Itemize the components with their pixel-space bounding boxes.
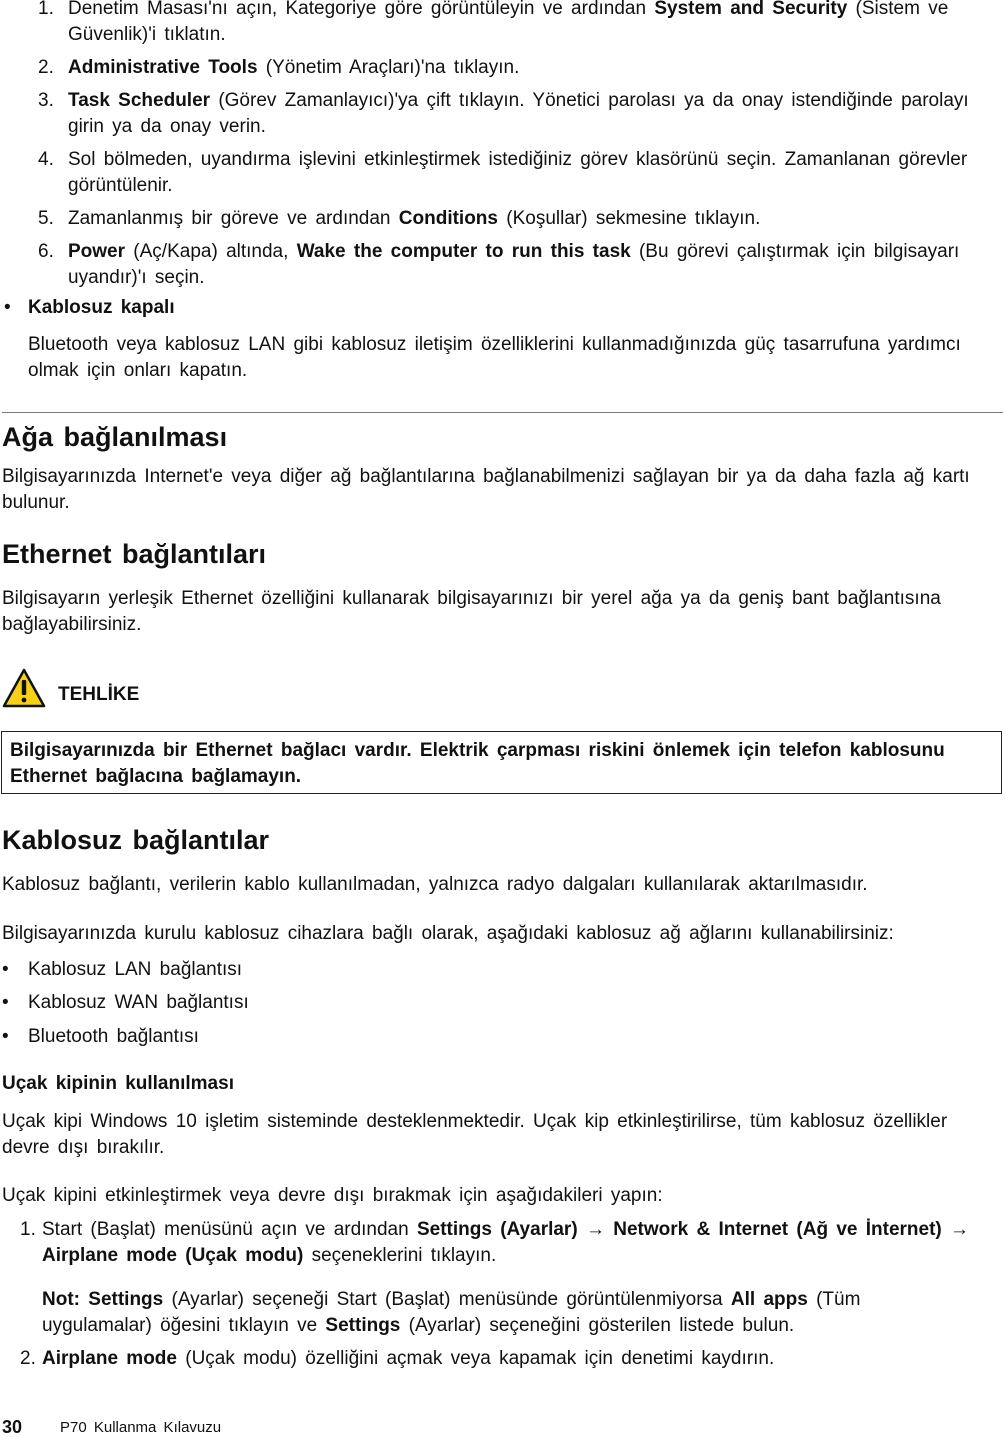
wake-step-1: 1. Denetim Masası'nı açın, Kategoriye göre görüntüleyin ve ardından System and Security (Sistem ve Güvenlik)'i tıklatın. — [38, 0, 949, 45]
danger-label: TEHLİKE — [58, 684, 140, 705]
airplane-text-1: Uçak kipi Windows 10 işletim sisteminde desteklenmektedir. Uçak kip etkinleştirilirse, tüm kablosuz özellikler devre dışı bırakılır. — [2, 1111, 948, 1158]
page-footer — [2, 1417, 222, 1438]
ethernet-heading: Ethernet bağlantıları — [2, 539, 267, 569]
wireless-off-title: Kablosuz kapalı — [28, 297, 175, 318]
airplane-step-1: 1. Start (Başlat) menüsünü açın ve ardından Settings (Ayarlar) → Network & Internet (Ağ ve İnternet) → Airplane mode (Uçak modu) seçeneklerini tıklayın. — [20, 1219, 970, 1266]
page-number: 30 — [2, 1417, 23, 1437]
wake-step-5: 5. Zamanlanmış bir göreve ve ardından Conditions (Koşullar) sekmesine tıklayın. — [38, 208, 761, 229]
wake-step-2: 2. Administrative Tools (Yönetim Araçları)'na tıklayın. — [38, 57, 520, 78]
danger-box — [1, 731, 1002, 794]
wireless-off-text: Bluetooth veya kablosuz LAN gibi kablosuz iletişim özelliklerini kullanmadığınızda güç tasarrufuna yardımcı olmak için onları kapatın. — [28, 334, 961, 381]
wake-step-3: 3. Task Scheduler (Görev Zamanlayıcı)'ya çift tıklayın. Yönetici parolası ya da onay istendiğinde parolayı girin ya da onay verin. — [38, 90, 969, 137]
airplane-note: Not: Settings (Ayarlar) seçeneği Start (Başlat) menüsünde görüntülenmiyorsa All apps (Tüm uygulamalar) öğesini tıklayın ve Settings (Ayarlar) seçeneğini gösterilen listede bulun. — [42, 1289, 861, 1336]
network-heading: Ağa bağlanılması — [2, 422, 228, 452]
arrow-right-icon: → — [585, 1219, 605, 1240]
wireless-heading: Kablosuz bağlantılar — [2, 825, 270, 855]
wireless-text-1: Kablosuz bağlantı, verilerin kablo kullanılmadan, yalnızca radyo dalgaları kullanılarak aktarılmasıdır. — [2, 874, 868, 895]
danger-text: Bilgisayarınızda bir Ethernet bağlacı vardır. Elektrik çarpması riskini önlemek için telefon kablosunu Ethernet bağlacına bağlamayın. — [10, 740, 945, 787]
section-divider — [2, 412, 1003, 413]
airplane-text-2: Uçak kipini etkinleştirmek veya devre dışı bırakmak için aşağıdakileri yapın: — [2, 1185, 663, 1206]
wireless-off-bullet: • Kablosuz kapalı — [0, 295, 990, 321]
ethernet-text: Bilgisayarın yerleşik Ethernet özelliğini kullanarak bilgisayarınızı bir yerel ağa ya da geniş bant bağlantısına bağlayabilirsiniz. — [2, 588, 941, 635]
wake-step-6: 6. Power (Aç/Kapa) altında, Wake the computer to run this task (Bu görevi çalıştırmak için bilgisayarı uyandır)'ı seçin. — [38, 241, 960, 288]
airplane-heading: Uçak kipinin kullanılması — [2, 1073, 234, 1094]
network-text: Bilgisayarınızda Internet'e veya diğer ağ bağlantılarına bağlanabilmenizi sağlayan bir ya da daha fazla ağ kartı bulunur. — [2, 466, 970, 513]
guide-title: P70 Kullanma Kılavuzu — [60, 1419, 222, 1436]
arrow-right-icon: → — [950, 1219, 970, 1240]
wake-step-4: 4. Sol bölmeden, uyandırma işlevini etkinleştirmek istediğiniz görev klasörünü seçin. Zamanlanan görevler görüntülenir. — [38, 149, 968, 196]
warning-triangle-icon — [2, 668, 46, 708]
airplane-step-2: 2. Airplane mode (Uçak modu) özelliğini açmak veya kapamak için denetimi kaydırın. — [20, 1348, 775, 1369]
wake-steps-list — [28, 0, 988, 298]
wireless-text-2: Bilgisayarınızda kurulu kablosuz cihazlara bağlı olarak, aşağıdaki kablosuz ağ ağlarını kullanabilirsiniz: — [2, 923, 894, 944]
